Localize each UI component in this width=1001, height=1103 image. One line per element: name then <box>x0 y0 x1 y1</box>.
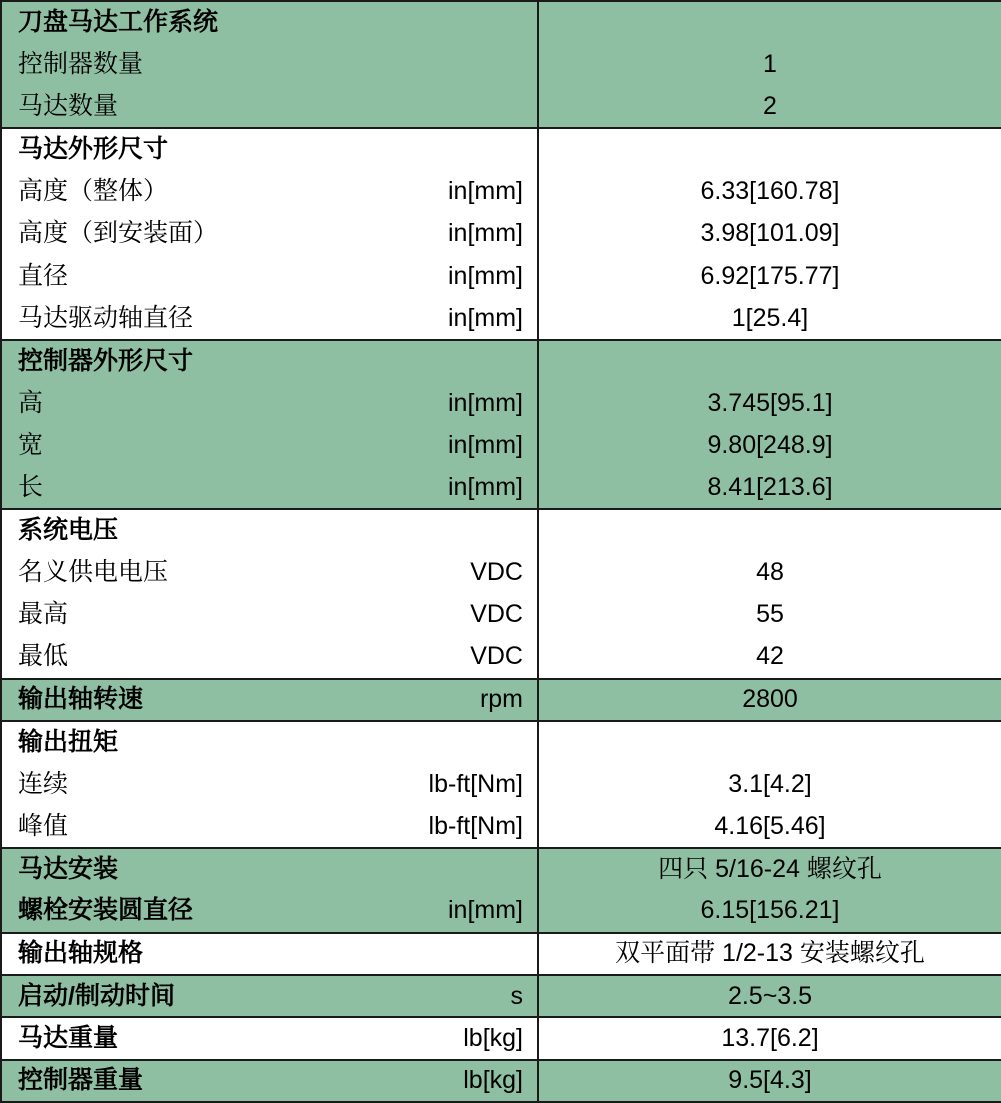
spec-unit <box>381 1 538 43</box>
spec-unit: rpm <box>381 679 538 721</box>
spec-row <box>1 424 1001 466</box>
group-heading: 马达外形尺寸 <box>1 128 381 170</box>
spec-label: 长 <box>1 467 381 509</box>
group-heading: 马达重量 <box>1 1017 381 1059</box>
spec-value <box>538 128 1001 170</box>
spec-row <box>1 255 1001 297</box>
spec-value <box>538 721 1001 763</box>
spec-unit: in[mm] <box>381 213 538 255</box>
spec-unit: in[mm] <box>381 382 538 424</box>
spec-row <box>1 890 1001 932</box>
spec-row <box>1 933 1001 975</box>
spec-unit: in[mm] <box>381 424 538 466</box>
spec-value: 2 <box>538 86 1001 128</box>
group-heading: 控制器外形尺寸 <box>1 340 381 382</box>
spec-label: 最低 <box>1 636 381 678</box>
group-heading: 输出轴规格 <box>1 933 381 975</box>
spec-row <box>1 1017 1001 1059</box>
spec-label: 高度（到安装面） <box>1 213 381 255</box>
spec-table-body <box>1 1 1001 1102</box>
spec-value: 3.745[95.1] <box>538 382 1001 424</box>
spec-unit <box>381 340 538 382</box>
spec-label: 控制器数量 <box>1 43 381 85</box>
spec-value: 13.7[6.2] <box>538 1017 1001 1059</box>
spec-unit: lb[kg] <box>381 1060 538 1102</box>
spec-label: 高 <box>1 382 381 424</box>
spec-value: 2.5~3.5 <box>538 975 1001 1017</box>
spec-row <box>1 340 1001 382</box>
spec-value: 双平面带 1/2-13 安装螺纹孔 <box>538 933 1001 975</box>
spec-value: 42 <box>538 636 1001 678</box>
spec-unit: VDC <box>381 636 538 678</box>
spec-value: 55 <box>538 594 1001 636</box>
spec-value: 6.15[156.21] <box>538 890 1001 932</box>
spec-label: 连续 <box>1 763 381 805</box>
spec-row <box>1 213 1001 255</box>
spec-label: 名义供电电压 <box>1 551 381 593</box>
spec-row <box>1 721 1001 763</box>
spec-unit <box>381 848 538 890</box>
spec-row <box>1 975 1001 1017</box>
spec-unit: in[mm] <box>381 297 538 339</box>
spec-row <box>1 43 1001 85</box>
spec-unit: lb-ft[Nm] <box>381 806 538 848</box>
spec-unit <box>381 43 538 85</box>
spec-unit: in[mm] <box>381 255 538 297</box>
group-heading: 控制器重量 <box>1 1060 381 1102</box>
spec-value <box>538 509 1001 551</box>
spec-value <box>538 1 1001 43</box>
spec-label: 高度（整体） <box>1 170 381 212</box>
spec-unit <box>381 128 538 170</box>
group-heading: 刀盘马达工作系统 <box>1 1 381 43</box>
spec-row <box>1 170 1001 212</box>
spec-value: 6.92[175.77] <box>538 255 1001 297</box>
spec-unit: VDC <box>381 594 538 636</box>
group-heading: 螺栓安装圆直径 <box>1 890 381 932</box>
spec-unit: in[mm] <box>381 467 538 509</box>
spec-row <box>1 1 1001 43</box>
group-heading: 系统电压 <box>1 509 381 551</box>
spec-unit: s <box>381 975 538 1017</box>
group-heading: 启动/制动时间 <box>1 975 381 1017</box>
spec-label: 最高 <box>1 594 381 636</box>
group-heading: 输出轴转速 <box>1 679 381 721</box>
spec-unit <box>381 721 538 763</box>
spec-row <box>1 509 1001 551</box>
spec-value: 8.41[213.6] <box>538 467 1001 509</box>
spec-value: 3.98[101.09] <box>538 213 1001 255</box>
spec-row <box>1 806 1001 848</box>
spec-row <box>1 128 1001 170</box>
spec-value: 2800 <box>538 679 1001 721</box>
spec-unit: VDC <box>381 551 538 593</box>
spec-value: 1[25.4] <box>538 297 1001 339</box>
spec-value: 9.80[248.9] <box>538 424 1001 466</box>
spec-label: 直径 <box>1 255 381 297</box>
spec-value: 9.5[4.3] <box>538 1060 1001 1102</box>
spec-row <box>1 467 1001 509</box>
spec-label: 峰值 <box>1 806 381 848</box>
spec-value: 48 <box>538 551 1001 593</box>
spec-value: 1 <box>538 43 1001 85</box>
spec-unit: lb-ft[Nm] <box>381 763 538 805</box>
spec-row <box>1 297 1001 339</box>
group-heading: 输出扭矩 <box>1 721 381 763</box>
spec-row <box>1 1060 1001 1102</box>
spec-label: 宽 <box>1 424 381 466</box>
spec-row <box>1 551 1001 593</box>
spec-row <box>1 382 1001 424</box>
spec-row <box>1 679 1001 721</box>
spec-value: 6.33[160.78] <box>538 170 1001 212</box>
spec-row <box>1 86 1001 128</box>
spec-row <box>1 636 1001 678</box>
spec-label: 马达驱动轴直径 <box>1 297 381 339</box>
spec-unit <box>381 509 538 551</box>
spec-unit: in[mm] <box>381 890 538 932</box>
spec-value <box>538 340 1001 382</box>
spec-unit: lb[kg] <box>381 1017 538 1059</box>
spec-value: 四只 5/16-24 螺纹孔 <box>538 848 1001 890</box>
spec-unit <box>381 86 538 128</box>
spec-value: 3.1[4.2] <box>538 763 1001 805</box>
spec-row <box>1 763 1001 805</box>
spec-value: 4.16[5.46] <box>538 806 1001 848</box>
spec-unit: in[mm] <box>381 170 538 212</box>
group-heading: 马达安装 <box>1 848 381 890</box>
spec-row <box>1 594 1001 636</box>
spec-unit <box>381 933 538 975</box>
spec-label: 马达数量 <box>1 86 381 128</box>
spec-row <box>1 848 1001 890</box>
